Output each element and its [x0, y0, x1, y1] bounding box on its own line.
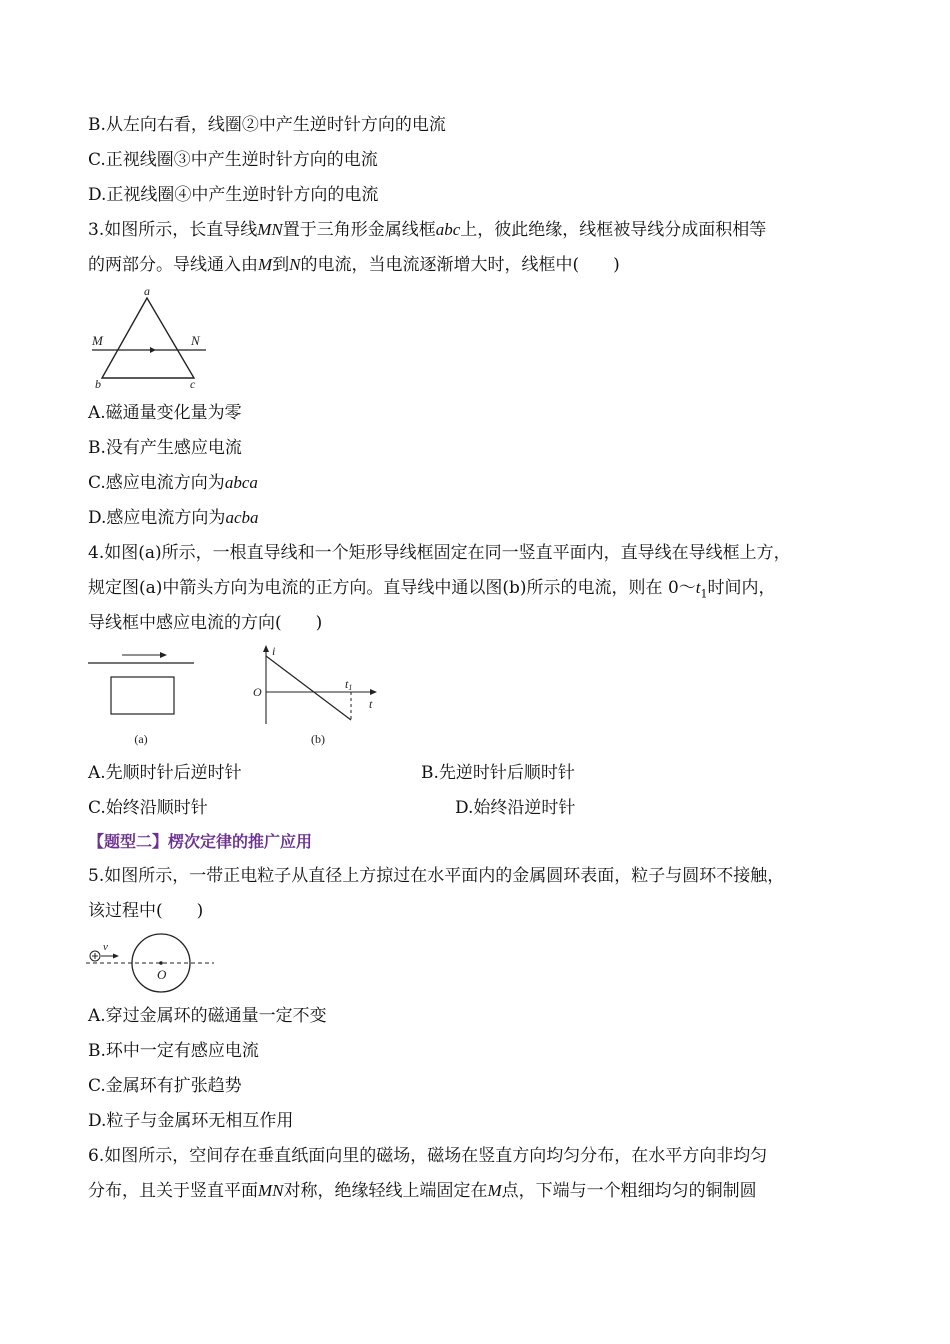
label-i: i [272, 644, 276, 658]
q4-option-b: B.先逆时针后顺时针 [421, 763, 575, 783]
label-c: c [190, 377, 196, 391]
q5-stem-line1: 5.如图所示，一带正电粒子从直径上方掠过在水平面内的金属圆环表面，粒子与圆环不接触， [88, 866, 785, 886]
q6-text: 对称，绝缘轻线上端固定在 [283, 1181, 488, 1201]
triangle-frame [102, 298, 194, 378]
q6-stem-line2 [88, 1179, 757, 1203]
q4-stem-line1: 4.如图(a)所示，一根直导线和一个矩形导线框固定在同一竖直平面内，直导线在导线框上方， [88, 543, 791, 563]
q5-option-d: D.粒子与金属环无相互作用 [88, 1111, 294, 1131]
q3-text: 到 [272, 255, 290, 275]
q3-var-m: M [258, 255, 273, 274]
q3-text: 置于三角形金属线框 [282, 220, 436, 240]
q5-option-c: C.金属环有扩张趋势 [88, 1076, 242, 1096]
q3-var-mn: MN [257, 220, 283, 239]
label-t1-sub: 1 [348, 683, 353, 692]
axis-arrow-right-icon [370, 689, 377, 695]
q6-var-m: M [487, 1181, 502, 1200]
q6-var-mn: MN [258, 1181, 284, 1200]
q5-option-a: A.穿过金属环的磁通量一定不变 [88, 1006, 327, 1026]
q6-text: 分布，且关于竖直平面 [88, 1181, 258, 1201]
q4-option-a: A.先顺时针后逆时针 [88, 763, 242, 783]
q3-stem-line2 [88, 253, 620, 277]
q4-option-d: D.始终沿逆时针 [455, 798, 576, 818]
label-v: v [103, 941, 108, 953]
label-fig-a: (a) [134, 732, 148, 746]
q3-option-d-path: acba [225, 508, 259, 527]
q3-option-c-text: C.感应电流方向为 [88, 473, 225, 493]
q3-triangle-figure [86, 284, 216, 394]
q2-option-b: B.从左向右看，线圈②中产生逆时针方向的电流 [88, 115, 446, 135]
q3-text: 的两部分。导线通入由 [88, 255, 258, 275]
q3-var-abc: abc [435, 220, 461, 239]
label-n: N [191, 333, 200, 348]
q5-ring-figure [84, 932, 219, 992]
q3-var-n: N [289, 255, 301, 274]
q4-stem-line2 [88, 576, 776, 606]
q4-stem-line3: 导线框中感应电流的方向( ) [88, 613, 323, 633]
q4-figure-a [86, 648, 198, 748]
current-line [266, 656, 351, 720]
q6-stem-line1: 6.如图所示，空间存在垂直纸面向里的磁场，磁场在竖直方向均匀分布，在水平方向非均匀 [88, 1146, 768, 1166]
q5-stem-line2: 该过程中( ) [88, 901, 204, 921]
q4-text: 时间内， [707, 578, 776, 598]
q4-var-t: t [695, 578, 701, 597]
q6-text: 点，下端与一个粗细均匀的铜制圆 [501, 1181, 757, 1201]
q3-option-c [88, 471, 258, 495]
q3-text: 上，彼此绝缘，线框被导线分成面积相等 [460, 220, 767, 240]
arrow-right-icon [160, 652, 167, 658]
q3-text: 3.如图所示，长直导线 [88, 220, 258, 240]
rectangular-frame [111, 677, 174, 714]
q3-option-b: B.没有产生感应电流 [88, 438, 242, 458]
q5-option-b: B.环中一定有感应电流 [88, 1041, 259, 1061]
q3-option-a: A.磁通量变化量为零 [88, 403, 242, 423]
label-t1 [345, 677, 352, 692]
label-t1-t: t [345, 677, 349, 691]
q3-stem-line1 [88, 218, 766, 242]
label-m: M [92, 333, 103, 348]
label-o: O [253, 685, 262, 699]
current-arrow-icon [150, 347, 156, 353]
axis-arrow-up-icon [263, 645, 269, 652]
q4-figure-b [248, 644, 388, 748]
q3-option-d-text: D.感应电流方向为 [88, 508, 226, 528]
label-b: b [95, 377, 101, 391]
q3-option-d [88, 506, 258, 530]
center-dot [159, 961, 163, 965]
label-t: t [369, 697, 373, 711]
q3-option-c-path: abca [224, 473, 258, 492]
q4-text: 规定图(a)中箭头方向为电流的正方向。直导线中通以图(b)所示的电流，则在 0～ [88, 578, 696, 598]
label-fig-b: (b) [311, 732, 325, 746]
label-a: a [144, 284, 150, 298]
velocity-arrow-icon [113, 954, 119, 959]
q4-var-t-sub: 1 [700, 587, 708, 601]
label-o: O [157, 967, 167, 982]
q4-option-c: C.始终沿顺时针 [88, 798, 208, 818]
q2-option-c: C.正视线圈③中产生逆时针方向的电流 [88, 150, 378, 170]
q3-text: 的电流，当电流逐渐增大时，线框中( ) [300, 255, 620, 275]
q2-option-d: D.正视线圈④中产生逆时针方向的电流 [88, 185, 379, 205]
section-heading: 【题型二】楞次定律的推广应用 [88, 832, 313, 851]
